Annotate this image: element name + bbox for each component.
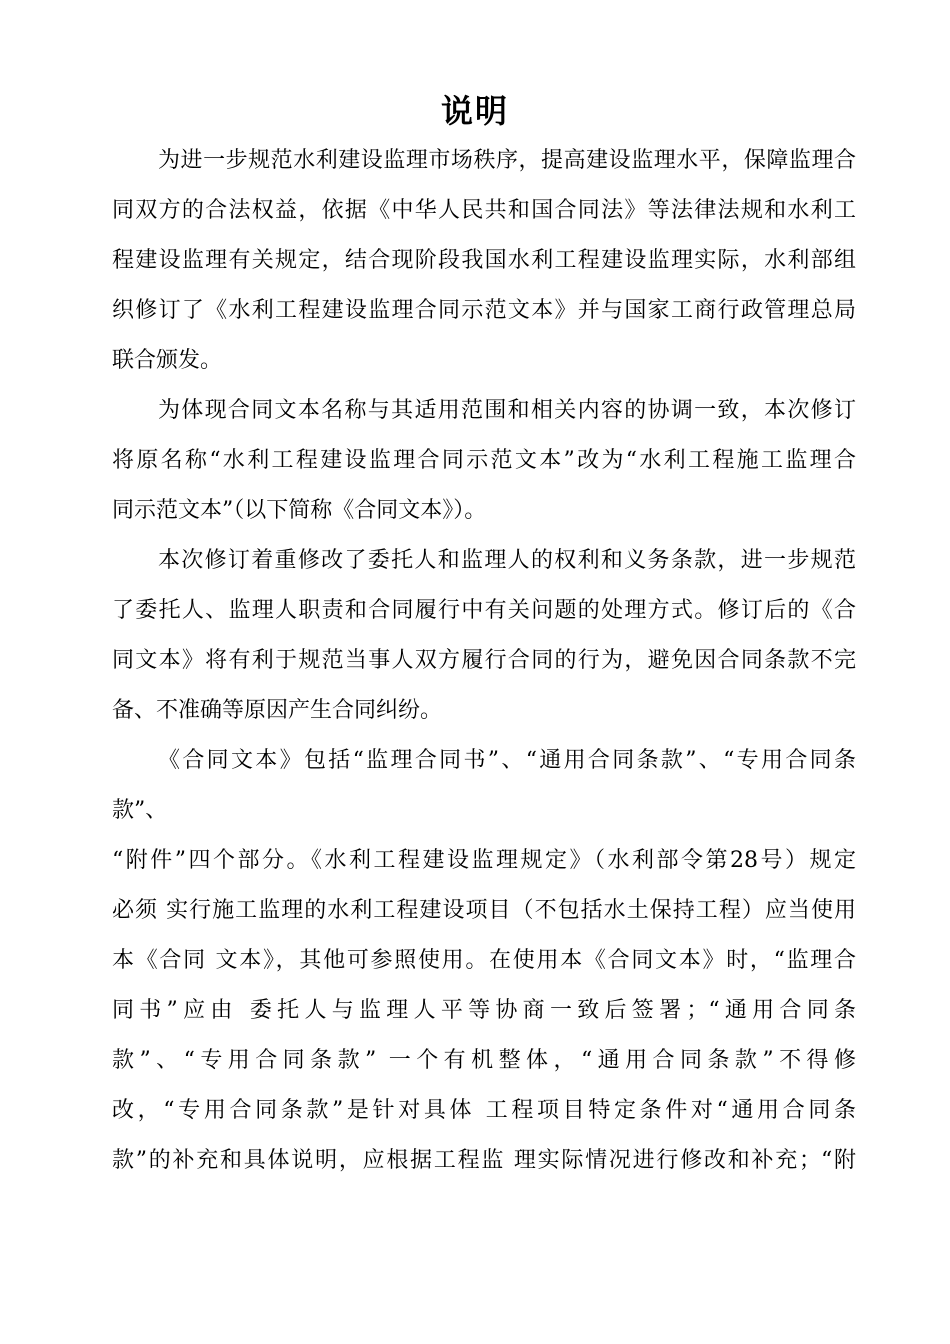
paragraph-5-line-3: 本《合同 文本》，其他可参照使用。在使用本《合同文本》时，“监理合 bbox=[112, 948, 856, 973]
paragraph-5-line-5: 款”、“专用合同条款” 一个有机整体，“通用合同条款”不得修 bbox=[112, 1048, 856, 1073]
paragraph-4-line-1: 《合同文本》包括“监理合同书”、“通用合同条款”、“专用合同条 bbox=[158, 748, 856, 773]
paragraph-5-line-7: 款”的补充和具体说明，应根据工程监 理实际情况进行修改和补充；“附 bbox=[112, 1148, 856, 1173]
paragraph-4-line-2: 款”、 bbox=[112, 798, 168, 823]
paragraph-2-line-3: 同示范文本”（以下简称《合同文本》）。 bbox=[112, 498, 487, 523]
paragraph-1-line-3: 程建设监理有关规定，结合现阶段我国水利工程建设监理实际，水利部组 bbox=[112, 248, 856, 273]
paragraph-3-line-3: 同文本》将有利于规范当事人双方履行合同的行为，避免因合同条款不完 bbox=[112, 648, 856, 673]
paragraph-3-line-1: 本次修订着重修改了委托人和监理人的权利和义务条款，进一步规范 bbox=[158, 548, 856, 573]
paragraph-1-line-1: 为进一步规范水利建设监理市场秩序，提高建设监理水平，保障监理合 bbox=[158, 148, 856, 173]
paragraph-5-line-1: “附件”四个部分。《水利工程建设监理规定》（水利部令第28号）规定 bbox=[112, 848, 856, 873]
paragraph-5-line-2: 必须 实行施工监理的水利工程建设项目（不包括水土保持工程）应当使用 bbox=[112, 898, 856, 923]
paragraph-2-line-1: 为体现合同文本名称与其适用范围和相关内容的协调一致，本次修订 bbox=[158, 398, 856, 423]
page-title: 说明 bbox=[440, 92, 509, 130]
paragraph-3-line-2: 了委托人、监理人职责和合同履行中有关问题的处理方式。修订后的《合 bbox=[112, 598, 856, 623]
paragraph-2-line-2: 将原名称“水利工程建设监理合同示范文本”改为“水利工程施工监理合 bbox=[112, 448, 856, 473]
paragraph-1-line-2: 同双方的合法权益，依据《中华人民共和国合同法》等法律法规和水利工 bbox=[112, 198, 856, 223]
paragraph-1-line-5: 联合颁发。 bbox=[112, 348, 223, 373]
paragraph-5-line-6: 改，“专用合同条款”是针对具体 工程项目特定条件对“通用合同条 bbox=[112, 1098, 856, 1123]
paragraph-1-line-4: 织修订了《水利工程建设监理合同示范文本》并与国家工商行政管理总局 bbox=[112, 298, 856, 323]
paragraph-5-line-4: 同书”应由 委托人与监理人平等协商一致后签署；“通用合同条 bbox=[112, 998, 856, 1023]
paragraph-3-line-4: 备、不准确等原因产生合同纠纷。 bbox=[112, 698, 443, 723]
